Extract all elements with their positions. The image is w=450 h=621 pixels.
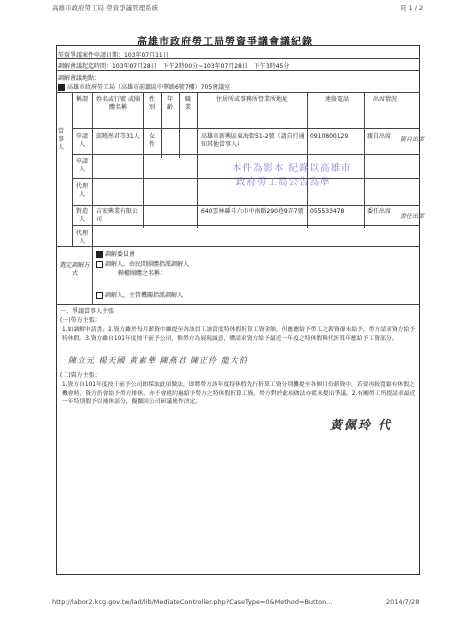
header-address: 住居所或事務所營業所地址 (215, 96, 288, 103)
header-job: 職業 (184, 96, 191, 111)
labor-claims-text: 1.如調解申請書。2.資方雖於每月薪資中雖提至各該員工該當度特休假折算工資金額，但應應給予勞工之薪資卻未給予，勞方請求資方給予特休假。3.資方雖自101年度按干前予公司，惟勞方為展現誠意，懂請求資方給予最近一年度之特休假與代折算年應給予工資部分。 (62, 327, 416, 342)
handwritten-note-entrusted: 委任出席 (400, 213, 425, 220)
document-title: 高雄市政府勞工局勞資爭議會議紀錄 (137, 37, 313, 48)
apply-date: 勞資爭議案件申請日期：103年07月11日 (58, 52, 169, 59)
respondent-name: 吉宏興業有限公司 (96, 208, 139, 223)
browser-title: 高雄市政府勞工局 勞資爭議管理系統 (52, 4, 159, 12)
header-name: 姓名或行號 或團體名稱 (96, 96, 140, 111)
applicant-attend: 親自出席 (367, 133, 392, 140)
footer-url: http://labor2.kcg.gov.tw/lad/lib/MediateController.php?CaseType=0&Method=Button... (52, 598, 333, 606)
meeting-place-value: 高雄市政府勞工局（高雄市前鎮區中華路6號7樓）705會議室 (58, 82, 230, 91)
employer-claims-text: 1.資方自101年度按干前予公司即採取此項做法，即將勞方該年度特休假先行折算工資分別攤提至各個月份薪資中，若要再較寬鬆有休假之機會時，資方仍會給予勞方排休，亦不會違約惠給予勞方之特休假折算工資。勞方對於此項做法亦從未提出爭議。2.有關勞工所提請求最近一年特別假予以補休部分，擬攜回公司研議後作決定。 (62, 382, 416, 405)
employer-claims-heading: (二)資方主張： (60, 372, 101, 379)
applicant-sex: 女性 (148, 133, 155, 148)
respondent-role: 對造人 (75, 208, 88, 223)
respondent-address: 640雲林縣斗六市中南路290巷9弄7號 (201, 208, 304, 215)
checkbox-icon (96, 261, 103, 268)
header-type: 稱謂 (75, 96, 88, 103)
mediation-option-committee: 調解委員會 (96, 251, 135, 259)
agent2-role: 代理人 (75, 230, 88, 245)
meeting-time: 調解會議起迄時間：103年07月28日 下午2時00分~103年07月28日 下午3時45分 (58, 63, 290, 70)
mediation-civil-group: 轄權團體之名稱： (118, 270, 167, 277)
footer-date: 2014/7/28 (386, 598, 420, 606)
header-attend: 出席情況 (372, 96, 397, 103)
mediation-option-civil: 調解人，由民間團體指派調解人 (96, 261, 189, 269)
applicant-rep-role: 申請人 (75, 158, 88, 173)
applicant-address: 高雄市新興區東海街51-2號（請自行通知其他當事人） (201, 133, 305, 148)
labor-claims-heading: (一)勞方主張： (60, 317, 101, 324)
claims-heading: 一、爭議當事人主張 (60, 308, 115, 315)
copy-stamp-line2: 政府勞工局公告為準 (236, 177, 331, 188)
header-sex: 性別 (148, 96, 155, 111)
meeting-place-label: 調解會議地點： (58, 75, 101, 82)
copy-stamp-line1: 本件為影本 紀錄以高雄市 (232, 163, 352, 174)
party-signatures: 陳立元 楊天國 黃素華 陳燕君 陳正伶 龍大伯 (68, 356, 248, 365)
mediation-label: 選定調解方式 (60, 262, 91, 277)
applicant-role: 申請人 (75, 133, 88, 148)
mediation-option-authority: 調解人，主管機關指派調解人 (96, 292, 183, 300)
header-age: 年齡 (166, 96, 173, 111)
checkbox-checked-icon (96, 251, 103, 258)
applicant-phone: 0910800129 (310, 133, 349, 140)
header-phone: 連絡電話 (324, 96, 349, 103)
agent-role: 代理人 (75, 183, 88, 198)
respondent-phone: 055533478 (310, 208, 345, 215)
checkbox-icon (96, 292, 103, 299)
representative-signature: 黃佩玲 代 (330, 418, 393, 432)
applicant-name: 邱曉彤君等31人 (96, 133, 140, 140)
respondent-attend: 委任出席 (367, 208, 392, 215)
parties-side-label: 當事人 (58, 128, 65, 151)
handwritten-note-attend: 親自出席 (400, 136, 425, 143)
page-number: 頁 1 / 2 (400, 4, 424, 12)
